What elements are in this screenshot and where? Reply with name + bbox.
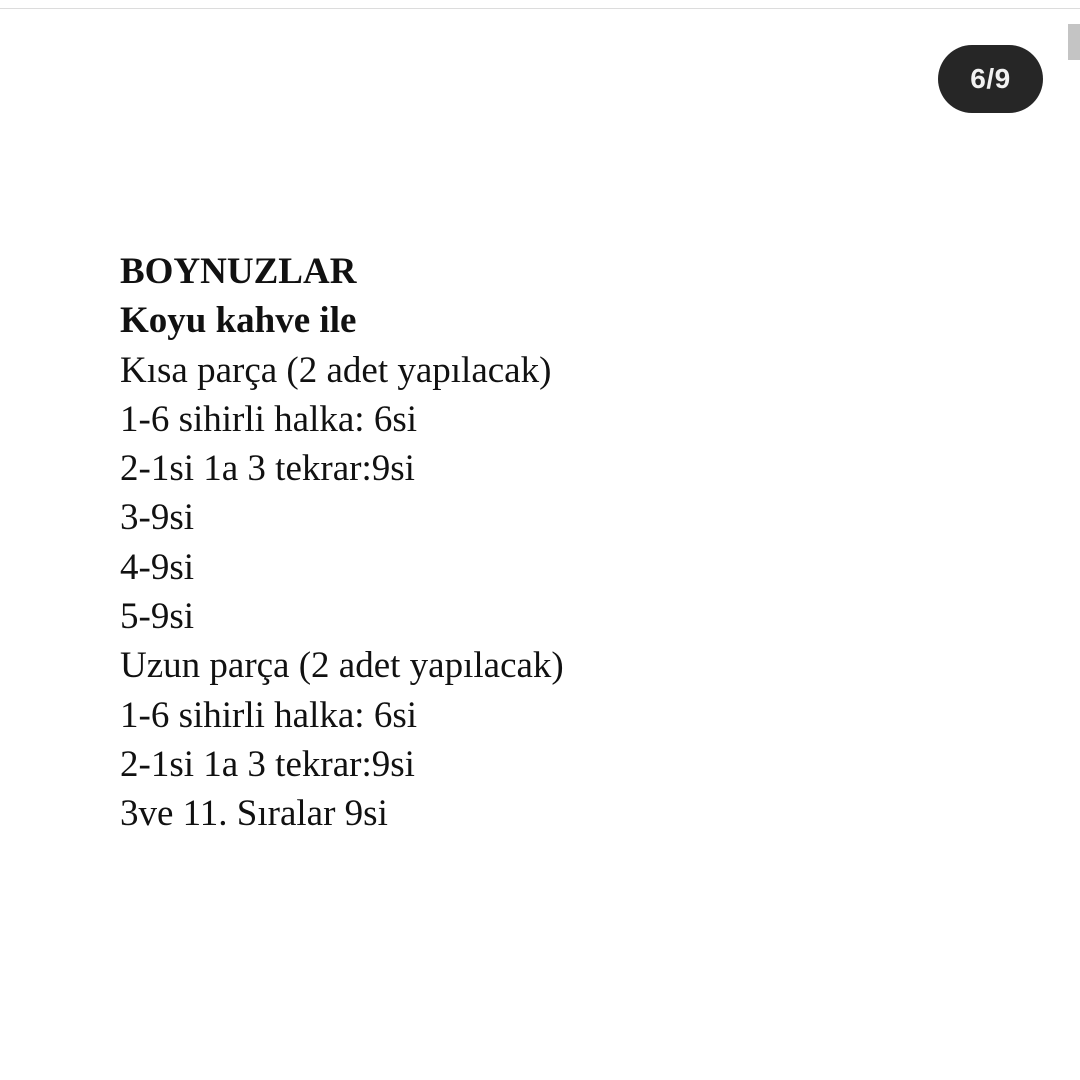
instruction-line: 3-9si: [120, 497, 194, 539]
instruction-line: 1-6 sihirli halka: 6si: [120, 398, 417, 440]
top-divider: [0, 0, 1080, 9]
pattern-document: [120, 247, 564, 839]
instruction-line: 3ve 11. Sıralar 9si: [120, 793, 388, 835]
instruction-line: 4-9si: [120, 546, 194, 588]
instruction-line: 2-1si 1a 3 tekrar:9si: [120, 743, 415, 785]
instruction-line: 5-9si: [120, 596, 194, 638]
section-title-long-piece: Uzun parça (2 adet yapılacak): [120, 645, 564, 687]
scrollbar-thumb[interactable]: [1068, 24, 1080, 60]
document-subheading: Koyu kahve ile: [120, 300, 357, 342]
document-heading: BOYNUZLAR: [120, 251, 357, 292]
section-title-short-piece: Kısa parça (2 adet yapılacak): [120, 349, 552, 391]
page-counter-badge: 6/9: [938, 45, 1043, 113]
instruction-line: 2-1si 1a 3 tekrar:9si: [120, 448, 415, 490]
instruction-line: 1-6 sihirli halka: 6si: [120, 694, 417, 736]
